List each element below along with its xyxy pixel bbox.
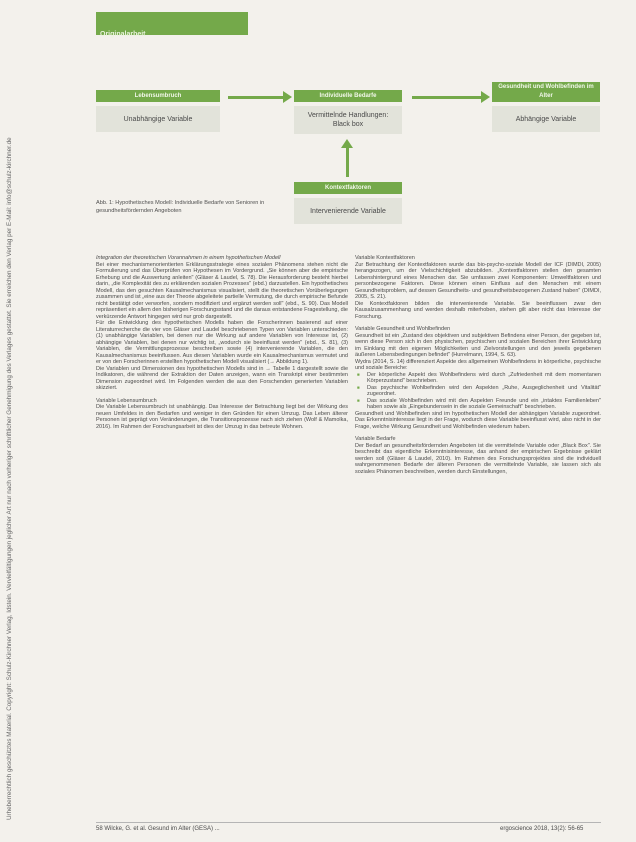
- paragraph: Gesundheit und Wohlbefinden sind im hypothetischen Modell der abhängigen Variable zugeordnet. Das Erkenntnisinteresse liegt in der Frage, wodurch diese Variable beeinflusst wird, also nicht in der Frage, welche Wirkung Gesundheit und Wohlbefinden wiederum haben.: [355, 410, 601, 430]
- list-item: ■ Das psychische Wohlbefinden wird den Aspekten „Ruhe, Ausgeglichenheit und Vitalität" zugeordnet.: [367, 385, 601, 398]
- list-item: ■ Das soziale Wohlbefinden wird mit den Aspekten Freunde und ein „intaktes Familienleben" haben sowie als „Eingebundensein in die soziale Gemeinschaft" beschrieben.: [367, 398, 601, 411]
- subsection-title: Variable Lebensumbruch: [96, 397, 157, 404]
- paragraph: Der Bedarf an gesundheitsfördernden Angeboten ist die vermittelnde Variable oder „Black Box". Sie beschreibt das eigentliche Erkenntnisinteresse, das anhand der empirischen Ergebnisse geklärt werden soll (Gläser & Laudel, 2010). Im Rahmen des Forschungsprojektes sind die individuell wahrgenommenen Bedarfe der älteren Personen die vermittelnde Variable, sie lassen sich als soziales Phänomen beschreiben, werden durch Einstellungen,: [355, 442, 601, 475]
- node-head-bedarfe: Individuelle Bedarfe: [294, 90, 402, 102]
- subsection-title: Variable Bedarfe: [355, 436, 396, 442]
- node-head-kontextfaktoren: Kontextfaktoren: [294, 182, 402, 194]
- list-item: ■ Der körperliche Aspekt des Wohlbefindens wird durch „Zufriedenheit mit dem momentanen Körperzustand" beschrieben.: [367, 372, 601, 385]
- paragraph: Die Variable Lebensumbruch ist unabhängig. Das Interesse der Betrachtung liegt bei der Wirkung des neuen Umfeldes in den Bedarfen und weniger in den Gründen für einen Umzug. Das Leben älterer Personen ist geprägt von Veränderungen, die Transitionsprozesse nach sich ziehen (Wolf & Mamolka, 2016). Im Rahmen der Forschungsarbeit ist dies der Umzug in das betreute Wohnen.: [96, 404, 348, 430]
- paragraph: Gesundheit ist ein „Zustand des objektiven und subjektiven Befindens einer Person, der gegeben ist, wenn diese Person sich in den physischen, psychischen und sozialen Bereichen ihrer Entwicklung im Einklang mit den eigenen Möglichkeiten und Zielvorstellungen und den jeweils gegebenen äußeren Lebensbedingungen befindet" (Hurrelmann, 1994, S. 63).: [355, 332, 601, 358]
- node-head-lebensumbruch: Lebensumbruch: [96, 90, 220, 102]
- section-title: Integration der theoretischen Vorannahmen in einem hypothetischen Modell: [96, 255, 281, 261]
- figure-caption: Abb. 1: Hypothetisches Modell: Individuelle Bedarfe von Senioren in gesundheitsfördernden Angeboten: [96, 200, 265, 214]
- arrow-right-2: [412, 96, 482, 99]
- footer-citation: 58 Wilcke, G. et al. Gesund im Alter (GESA) ...: [96, 826, 220, 832]
- node-body-abhaengige: Abhängige Variable: [492, 106, 600, 132]
- section-header: Originalarbeit: [96, 12, 248, 35]
- paragraph: Wydra (2014, S. 14) differenziert Aspekte des allgemeinen Wohlbefindens in körperliche, psychische und soziale Bereiche:: [355, 358, 601, 371]
- arrow-right-1: [228, 96, 284, 99]
- paragraph: Bei einer mechanismenorientierten Erklärungsstrategie eines sozialen Phänomens stehen nicht die Formulierung und das Überprüfen von Hypothesen im Vordergrund. „Sie können aber die empirische Erhebung und die Auswertung anleiten" (Gläser & Laudel, S. 78). Die Herausforderung besteht hierbei darin, „die Komplexität des zu erklärenden sozialen Prozesses" (ebd.) darzustellen. Ein hypothetisches Modell, das den gesuchten Kausalmechanismus visualisiert, stellt die theoretischen Vorüberlegungen zusammen und ist „eine aus der Theorie abgeleitete partielle Vermutung, die durch empirische Befunde nicht bestätigt oder verworfen, sondern modifiziert und ergänzt werden soll" (ebd., S. 90). Das Modell repräsentiert ein allem den bisherigen Forschungsstand und die daraus entstandene Fragestellung, die verkürzende Antwort hingegen wird nur grob dargestellt.: [96, 261, 348, 320]
- node-body-intervenierende: Intervenierende Variable: [294, 198, 402, 224]
- paragraph: Die Kontextfaktoren bilden die intervenierende Variable. Sie beeinflussen zwar den Kausalzusammenhang und werden deshalb miterhoben, stehen gilt aber nicht das Interesse der Forschung.: [355, 300, 601, 320]
- footer-rule: [96, 822, 601, 823]
- node-head-gesundheit: Gesundheit und Wohlbefinden im Alter: [492, 82, 600, 102]
- subsection-title: Variable Gesundheit und Wohlbefinden: [355, 326, 451, 332]
- subsection-title: Variable Kontextfaktoren: [355, 255, 415, 261]
- left-column: [96, 255, 348, 430]
- copyright-sidebar: Urheberrechtlich geschütztes Material. Copyright: Schulz-Kirchner Verlag, Idstein. Vervielfältigungen jeglicher Art nur nach vorheriger schriftlicher Genehmigung des Verlages gestattet. Sie erreichen den Verlag per E-Mail: info@schulz-kirchner.de: [6, 137, 13, 820]
- paragraph: Die Variablen und Dimensionen des hypothetischen Modells sind in → Tabelle 1 dargestellt sowie die Indikatoren, die während der Extraktion der Daten anzeigen, wann ein Transkript einer bestimmten Dimension zugeordnet wird. Im Folgenden werden die aus den Forschenden generierten Variablen skizziert.: [96, 365, 348, 391]
- node-body-unabhaengige: Unabhängige Variable: [96, 106, 220, 132]
- hypothetical-model-figure: [0, 0, 636, 250]
- node-body-black-box: Vermittelnde Handlungen: Black box: [294, 106, 402, 134]
- right-column: [355, 255, 601, 475]
- paragraph: Zur Betrachtung der Kontextfaktoren wurde das bio-psycho-soziale Modell der ICF (DIMDI, 2005) herangezogen, um der Vielschichtigkeit abzubilden. „Kontextfaktoren stellen den gesamten Lebenshintergrund eines Menschen dar. Sie umfassen zwei Komponenten: Umweltfaktoren und personbezogene Faktoren. Diese können einen Einfluss auf den Menschen mit einem Gesundheitsproblem, auf dessen Gesundheits- und gesundheitsbezogenen Zustand haben" (DIMDI, 2005, S. 21).: [355, 261, 601, 300]
- arrow-up: [346, 147, 349, 177]
- bullet-list: [355, 372, 601, 411]
- footer-journal: ergoscience 2018, 13(2): 56-65: [500, 826, 584, 832]
- paragraph: Für die Entwicklung des hypothetischen Modells haben die Forscherinnen basierend auf einer Literaturrecherche die vier von Gläser und Laudel beschriebenen Typen von Variablen unterschieden: (1) unabhängige Variablen, bei denen nur die Wirkung auf andere Variablen von Interesse ist, (2) abhängige Variablen, bei denen nur wichtig ist, „wodurch sie beeinflusst werden" (ebd., S. 81), (3) Variablen, die Vermittlungsprozesse beschreiben sowie (4) intervenierende Variablen, die den Kausalmechanismus beeinflussen. Aus diesen Variablen wurde ein Kausalmechanismus vermutet und er von den Forscherinnen erstellten hypothetischen Modell visualisiert (→ Abbildung 1).: [96, 320, 348, 365]
